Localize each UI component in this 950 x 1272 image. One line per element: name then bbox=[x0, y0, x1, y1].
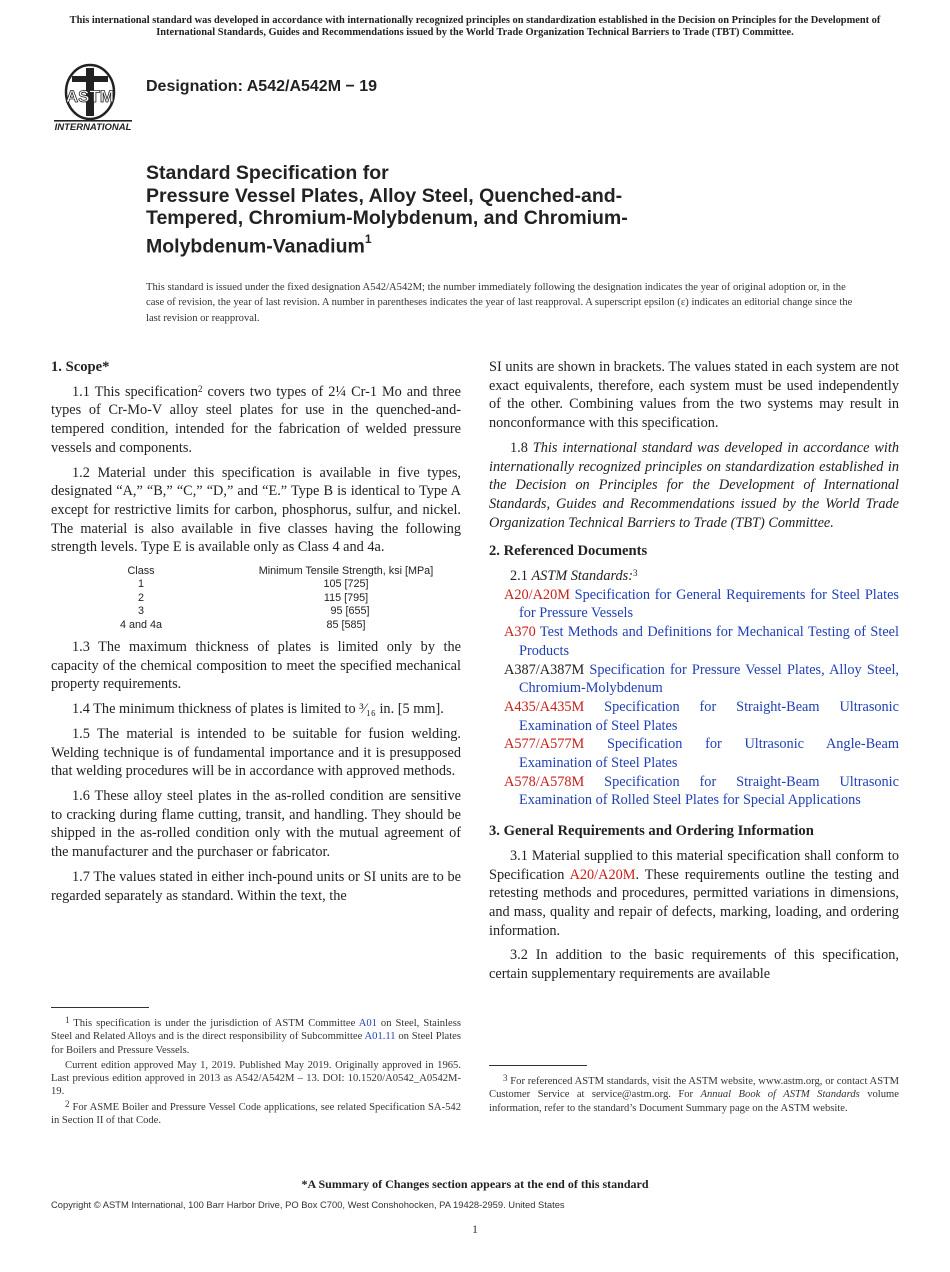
table-header-class: Class bbox=[127, 565, 155, 578]
table-row bbox=[51, 605, 461, 618]
title-footnote-ref: 1 bbox=[364, 231, 372, 246]
reference-code[interactable]: A387/A387M bbox=[504, 661, 585, 678]
footnotes-right bbox=[489, 1075, 899, 1117]
table-cell-class: 3 bbox=[137, 605, 144, 618]
title-line-3: Tempered, Chromium-Molybdenum, and Chromium- bbox=[146, 207, 628, 229]
reference-code[interactable]: A578/A578M bbox=[504, 773, 585, 790]
reference-item bbox=[489, 698, 899, 735]
title-line-4: Molybdenum-Vanadium$^1$ bbox=[146, 231, 372, 257]
reference-title-link[interactable]: Test Methods and Definitions for Mechanical Testing of Steel Products bbox=[519, 624, 899, 659]
table-cell-class: 2 bbox=[137, 591, 144, 604]
link-a20[interactable]: A20/A20M bbox=[569, 866, 636, 883]
table-cell-strength: 95 [655] bbox=[330, 605, 370, 618]
reference-item bbox=[489, 773, 899, 810]
table-row bbox=[51, 592, 461, 605]
reference-code[interactable]: A577/A577M bbox=[504, 736, 585, 753]
section-heading-scope: 1. Scope* bbox=[51, 359, 110, 375]
reference-item bbox=[489, 661, 899, 698]
designation: Designation: A542/A542M − 19 bbox=[146, 78, 378, 95]
page-number: 1 bbox=[472, 1222, 478, 1236]
reference-title-link[interactable]: Specification for Pressure Vessel Plates, Alloy Steel, Chromium-Molybdenum bbox=[519, 661, 899, 697]
reference-title-link[interactable]: Specification for Ultrasonic Angle-Beam Examination of Steel Plates bbox=[519, 736, 899, 772]
table-row bbox=[51, 619, 461, 632]
svg-text:ASTM: ASTM bbox=[65, 87, 115, 106]
table-row bbox=[51, 578, 461, 591]
title-line-2: Pressure Vessel Plates, Alloy Steel, Quenched-and- bbox=[146, 184, 623, 207]
svg-text:INTERNATIONAL: INTERNATIONAL bbox=[54, 122, 132, 133]
footnote-ref-2: 2 bbox=[198, 383, 203, 394]
section-heading-referenced-documents: 2. Referenced Documents bbox=[489, 543, 648, 560]
paragraph-3-1: 3.1 Material supplied to this material specification shall conform to Specification A20/A20M. These requirements outline the testing and retesting methods and procedures, permitted variations in dimensions, and mass, quality and repair of defects, marking, loading, and ordering information. bbox=[489, 847, 899, 939]
astm-logo-icon bbox=[50, 58, 136, 134]
issued-note: This standard is issued under the fixed designation A542/A542M; the number immediately following the designation indicates the year of original adoption or, in the case of revision, the year of last revision. A number in parentheses indicates the year of last reapproval. A superscript epsilon (ε) indicates an editorial change since the last revision or reapproval. bbox=[146, 282, 853, 324]
title-line-1: Standard Specification for bbox=[146, 162, 389, 184]
link-a01-11[interactable]: A01.11 bbox=[364, 1031, 396, 1043]
paragraph-3-2: 3.2 In addition to the basic requirements of this specification, certain supplementary requirements are available bbox=[489, 947, 899, 983]
link-a01[interactable]: A01 bbox=[358, 1018, 377, 1029]
reference-code[interactable]: A370 bbox=[504, 624, 536, 641]
copyright: Copyright © ASTM International, 100 Barr Harbor Drive, PO Box C700, West Conshohocken, PA 19428-2959. United States bbox=[51, 1199, 565, 1210]
class-strength-table bbox=[51, 565, 461, 632]
footnote-divider-left bbox=[51, 1007, 149, 1008]
table-cell-strength: 85 [585] bbox=[326, 618, 366, 631]
reference-code[interactable]: A435/A435M bbox=[504, 698, 585, 715]
paragraph-1-8: 1.8 This international standard was developed in accordance with internationally recognized principles on standardization established in the Decision on Principles for the Development of International Standards, Guides and Recommendations issued by the World Trade Organization Technical Barriers to Trade (TBT) Committee. bbox=[489, 439, 899, 531]
top-notice: This international standard was developed in accordance with internationally recognized principles on standardization established in the Decision on Principles for the Development of International Standards, Guides and Recommendations issued by the World Trade Organization Technical Barriers to Trade (TBT) Committee. bbox=[69, 15, 881, 38]
page-title bbox=[146, 162, 846, 258]
table-cell-class: 1 bbox=[137, 578, 144, 591]
left-column bbox=[51, 358, 461, 911]
footnotes-left bbox=[51, 1017, 461, 1129]
paragraph-2-1: 2.1 ASTM Standards:$^3$ bbox=[510, 568, 638, 585]
table-cell-strength: 105 [725] bbox=[323, 578, 369, 591]
paragraph-1-2: 1.2 Material under this specification is available in five types, designated “A,” “B,” “C,” “D,” and “E.” Type B is identical to Type A except for restrictive limits for carbon, phosphorus, sulfur, and nickel. The material is also available in five classes having the following strength levels. Type E is available only as Class 4 and 4a. bbox=[51, 464, 461, 556]
paragraph-1-5: 1.5 The material is intended to be suitable for fusion welding. Welding technique is of fundamental importance and it is presupposed that welding procedures will be in accordance with approved methods. bbox=[51, 725, 461, 780]
reference-item bbox=[489, 735, 899, 772]
paragraph-1-6: 1.6 These alloy steel plates in the as-rolled condition are sensitive to cracking during flame cutting, transit, and handling. They should be shipped in the as-rolled condition only with the mutual agreement of the manufacturer and the purchaser or fabricator. bbox=[51, 787, 461, 861]
paragraph-1-1: 1.1 This specification$^2$ covers two types of 2¼ Cr-1 Mo and three types of Cr-Mo-V alloy steel plates for use in the quenched-and-tempered condition, intended for the fabrication of welded pressure vessels and components. bbox=[51, 383, 461, 456]
table-header-strength: Minimum Tensile Strength, ksi [MPa] bbox=[258, 565, 434, 578]
footnote-2: $^2$ For ASME Boiler and Pressure Vessel Code applications, see related Specification SA-542 in Section II of that Code. bbox=[51, 1098, 461, 1127]
footnote-1: $^1$ This specification is under the jurisdiction of ASTM Committee A01 on Steel, Stainless Steel and Related Alloys and is the direct responsibility of Subcommittee A01.11 on Steel Plates for Boilers and Pressure Vessels. bbox=[51, 1015, 462, 1056]
right-column bbox=[489, 358, 899, 990]
referenced-documents-list bbox=[489, 586, 899, 810]
reference-title-link[interactable]: Specification for General Requirements for Steel Plates for Pressure Vessels bbox=[519, 586, 899, 622]
footnote-3: $^3$ For referenced ASTM standards, visit the ASTM website, www.astm.org, or contact ASTM Customer Service at service@astm.org. For Annual Book of ASTM Standards volume information, refer to the standard’s Document Summary page on the ASTM website. bbox=[489, 1073, 899, 1114]
reference-item bbox=[489, 586, 899, 623]
summary-of-changes-note: *A Summary of Changes section appears at the end of this standard bbox=[301, 1177, 649, 1191]
section-heading-general-requirements: 3. General Requirements and Ordering Information bbox=[489, 823, 814, 840]
reference-code[interactable]: A20/A20M bbox=[504, 586, 570, 603]
table-cell-strength: 115 [795] bbox=[323, 591, 369, 604]
table-cell-class: 4 and 4a bbox=[119, 618, 163, 631]
reference-title-link[interactable]: Specification for Straight-Beam Ultrasonic Examination of Steel Plates bbox=[519, 698, 899, 734]
paragraph-1-3: 1.3 The maximum thickness of plates is limited only by the capacity of the chemical composition to meet the specified mechanical property requirements. bbox=[51, 639, 461, 693]
paragraph-1-4: 1.4 The minimum thickness of plates is limited to ³⁄₁₆ in. [5 mm]. bbox=[72, 701, 444, 718]
reference-item bbox=[489, 623, 899, 660]
footnote-1-edition: Current edition approved May 1, 2019. Published May 2019. Originally approved in 1965. Last previous edition approved in 2013 as A542/A542M – 13. DOI: 10.1520/A0542_A0542M-19. bbox=[51, 1059, 461, 1098]
reference-title-link[interactable]: Specification for Straight-Beam Ultrasonic Examination of Rolled Steel Plates for Special Applications bbox=[519, 773, 899, 809]
paragraph-1-7-continued: SI units are shown in brackets. The values stated in each system are not exact equivalents, therefore, each system must be used independently of the other. Combining values from the two systems may result in nonconformance with this specification. bbox=[489, 359, 899, 432]
table-header-row bbox=[51, 565, 461, 578]
footnote-divider-right bbox=[489, 1065, 587, 1066]
footnote-ref-3: 3 bbox=[633, 568, 638, 579]
paragraph-1-7: 1.7 The values stated in either inch-pound units or SI units are to be regarded separately as standard. Within the text, the bbox=[51, 868, 461, 904]
